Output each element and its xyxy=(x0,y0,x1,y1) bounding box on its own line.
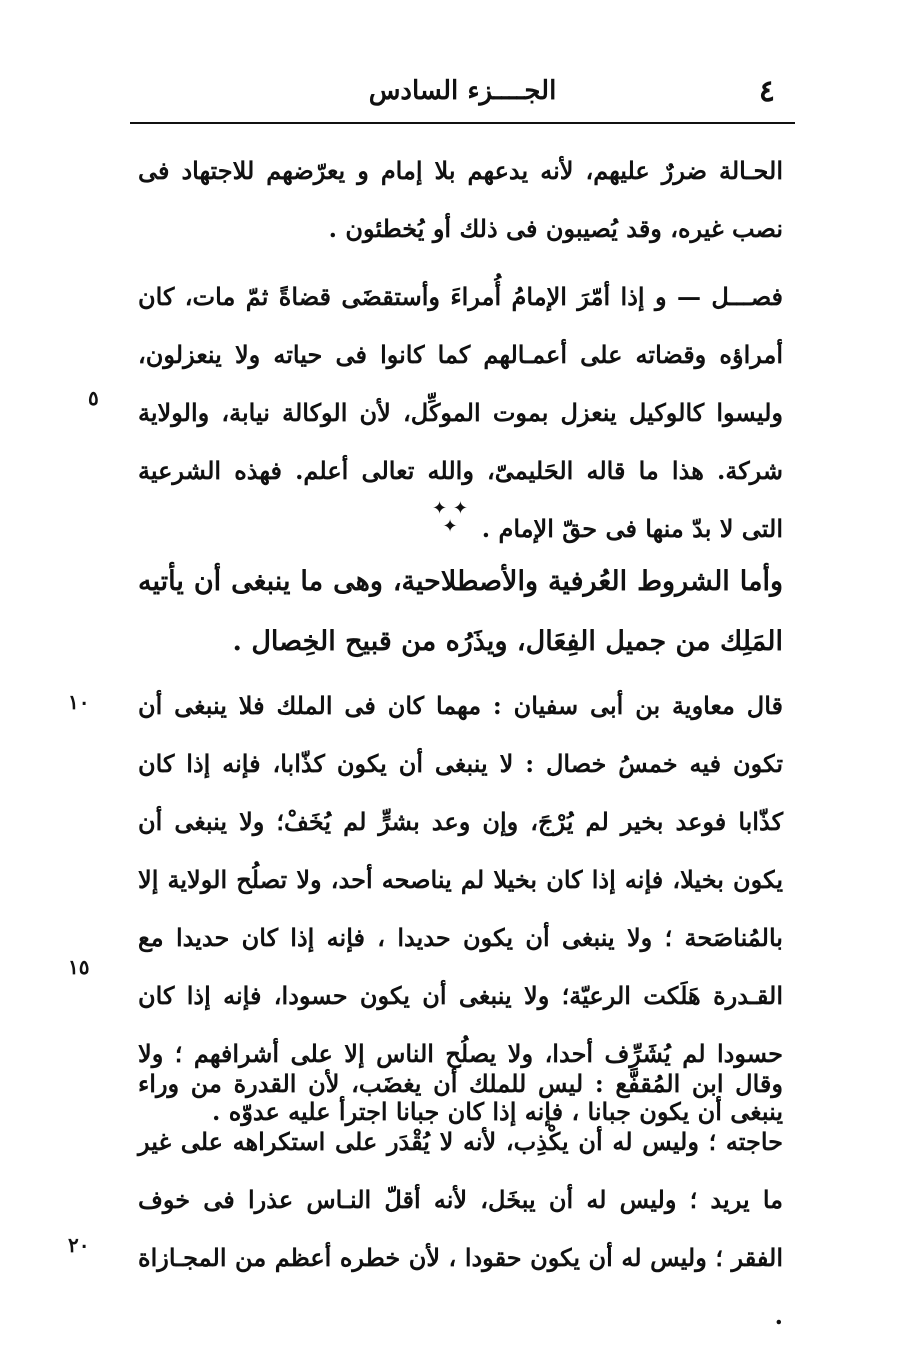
line-number-20: ٢٠ xyxy=(68,1233,90,1257)
page-number: ٤ xyxy=(758,74,775,109)
header-rule xyxy=(130,122,795,124)
paragraph-4: قال معاوية بن أبى سفيان : مهما كان فى الملك فلا ينبغى أن تكون فيه خمسُ خصال : لا ينبغى أن يكون كذّابا، فإنه إذا كان كذّابا فوعد بخير لم يُرْجَ، وإن وعد بشرٍّ لم يُخَفْ؛ ولا ينبغى أن يكون بخيلا، فإنه إذا كان بخيلا لم يناصحه أحد، ولا تصلُح الولاية إلا بالمُناصَحة ؛ ولا ينبغى أن يكون حديدا ، فإنه إذا كان حديدا مع القـدرة هَلَكت الرعيّة؛ ولا ينبغى أن يكون حسودا، فإنه إذا كان حسودا لم يُشَرِّف أحدا، ولا يصلُح الناس إلا على أشرافهم ؛ ولا ينبغى أن يكون جبانا ، فإنه إذا كان جبانا اجترأ عليه عدوّه . xyxy=(138,691,784,1126)
paragraph-5: وقال ابن المُقفَّع : ليس للملك أن يغضَب، لأن القدرة من وراء حاجته ؛ وليس له أن يكْذِب، لأنه لا يُقْدَر على استكراهه على غير ما يريد ؛ وليس له أن يبخَل، لأنه أقلّ النـاس عذرا فى خوف الفقر ؛ وليس له أن يكون حقودا ، لأن خطره أعظم من المجـازاة . xyxy=(138,1069,783,1330)
line-number-15: ١٥ xyxy=(68,955,90,979)
section-ornament xyxy=(425,500,475,540)
ornament-glyphs: ✦ ✦ ✦ xyxy=(432,498,468,537)
line-number-5: ٥ xyxy=(88,386,99,410)
paragraph-1: الحـالة ضررٌ عليهم، لأنه يدعهم بلا إمام و يعرّضهم للاجتهاد فى نصب غيره، وقد يُصيبون فى ذلك أو يُخطئون . xyxy=(138,156,783,243)
line-number-10: ١٠ xyxy=(68,690,90,714)
running-title: الجــــزء السادس xyxy=(368,76,557,106)
paragraph-3: وأما الشروط العُرفية والأصطلاحية، وهى ما ينبغى أن يأتيه المَلِك من جميل الفِعَال، ويذَرُه من قبيح الخِصال . xyxy=(138,566,783,657)
paragraph-2: فصـــل — و إذا أمّرَ الإمامُ أُمراءَ وأستقضَى قضاةً ثمّ مات، كان أمراؤه وقضاته على أعمـالهم كما كانوا فى حياته ولا ينعزلون، وليسوا كالوكيل ينعزل بموت الموكِّل، لأن الوكالة نيابة، والولاية شركة. هذا ما قاله الحَليمىّ، والله تعالى أعلم. فهذه الشرعية التى لا بدّ منها فى حقّ الإمام . xyxy=(138,282,783,543)
page-header xyxy=(130,68,795,124)
